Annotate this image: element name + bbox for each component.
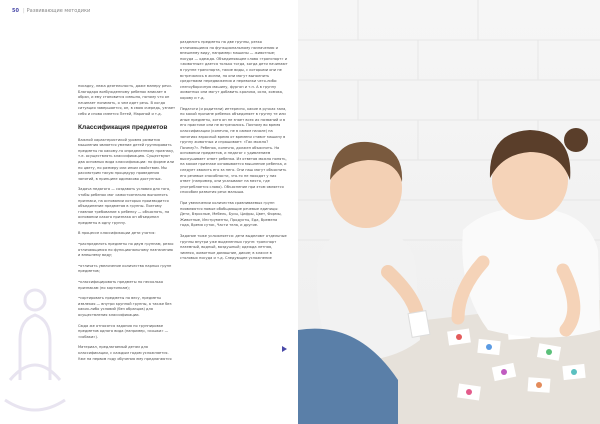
intro-paragraph: посадку, лежа деятельность, даже манеру речи. Благодаря возбужденному ребенок вникает в образ, и ему становится смешно, потому что он начинает понимать, о чем идет речь. В когда ситуация завершается, он, в свою очередь, узнает себя и снова смеется Петей, Мариной и т.д.	[78, 84, 176, 116]
triangle-right-icon	[282, 346, 287, 352]
paragraph: При увеличении количества сравниваемых групп появляются новые обобщающие речевые единицы: Дети, Взрослые, Мебель, Бусы, Цифры, Цвет, Формы, Животные, Инструменты, Продукты, Еда, Времена года, Время суток, Части тела, и другие.	[180, 201, 282, 228]
bullet-item: •классифицировать предметы по несколько признакам (по картинкам);	[78, 280, 164, 290]
rocking-toy-outline-icon	[0, 230, 70, 424]
section-title: Развивающие методики	[26, 8, 91, 14]
paragraph: Задание тоже усложняется: дети выделяют отдельные группы внутри уже выделенных групп: транспорт наземный, водный, воздушный; одежда летняя, зимняя, животные домашние, дикие; в классе в столовых посуда и т.д. Следующее усложнение	[180, 234, 287, 261]
bullet-item: •отличать увеличение количества парных групп предметов;	[78, 263, 172, 274]
paragraph: разделить предметы на две группы, резко отличающиеся по функциональному назначению и внешнему виду, например: машины — животные; посуда — одежда. Объединяющее слово «транспорт» и «животные» дается только тогда, когда дети начинают в группе транспорта, такие виды, с которыми они не встречались в жизни, но они могут выполнить средствами передвижения и перевозки чего-либо: снегоуборочную машину, фургон и т.п. А в группу животных они могут добавить кролика, осла, хомяка, корову и т.д.	[180, 40, 288, 100]
paragraph: Важной характеристикой уровня развития мышления является умение детей группировать предметы по какому-то определенному признаку, т.е. осуществлять классификацию. Существуют два основных вида классификации: по форме или по цвету, по размеру или иным свойствам. Мы рассмотрим такую процедуру проведения занятий, в принципе одинаково доступных.	[78, 137, 175, 181]
running-header	[12, 8, 90, 14]
text-column-left	[78, 84, 176, 367]
paragraph: В процессе классификации дети учатся:	[78, 231, 156, 236]
header-separator: |	[22, 8, 25, 14]
bullet-item: •распределять предметы по двум группам, резко отличающимся по функциональному назначению и внешнему виду;	[78, 242, 174, 258]
paragraph: Педагоги (и родители) интересно, какие в ручках зала, по какой причине ребенок объединяет в группу те или иные предметы, хотя он не знает всех их названий и в его практике они не встречались. Поэтому во время классификации (конечно, не в самом начале) на занятиях взрослый время от времени ставит машину в группу животных и спрашивает: «Так можно? Почему?». Ребенок, конечно, должен объяснить. На основании предметов, и педагог с удивлением выслушивает ответ ребенка. Из ответов можно понять, на каком признаке основывается мышление ребенка, и следует хвалить его за него. Они наш могут объяснить его речевые способности, что-то не находят у них ответ (например, они указывают на место, где употребляется слово). Объяснение при этом является способом развития речи малыша.	[180, 106, 287, 195]
text-column-middle	[180, 40, 288, 267]
paragraph: Материал, предлагаемый детям для классификации, с каждым годом усложняется. Уже на первом году обучения ему предлагаются	[78, 345, 172, 361]
paragraph: Задача педагога — создавать условия для того, чтобы ребенок мог самостоятельно выполнять признаки, на основании которых производится объединение предметов в группы. Поэтому главное требование к ребенку — объяснять, на основании какого признака он объединил предметы в одну группу.	[78, 187, 171, 225]
photo-illustration	[298, 0, 600, 424]
section-heading: Классификация предметов	[78, 123, 168, 131]
children-photo	[298, 0, 600, 424]
bullet-item: •сортировать предметы по весу, предметы извлекая — внутри крупной группы, а также без каких-либо условий (без образцов) для осуществления классификации.	[78, 296, 172, 317]
paragraph: Сюда же относятся задания по группировке предметов одного вида (например, «кошки» — «собаки»).	[78, 323, 169, 339]
page-number: 50	[12, 8, 19, 14]
